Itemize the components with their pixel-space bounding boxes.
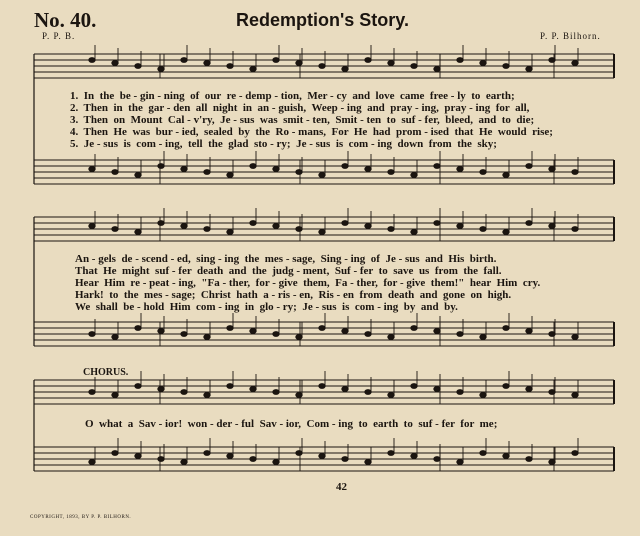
verse2-line-3: Hear Him re - peat - ing, "Fa - ther, for - give them, Fa - ther, for - give them!" hear Him cry.	[75, 277, 541, 289]
verse-line-3: 3. Then on Mount Cal - v'ry, Je - sus was smit - ten, Smit - ten to suf - fer, bleed, and to die;	[70, 114, 535, 126]
verse2-line-1: An - gels de - scend - ed, sing - ing the mes - sage, Sing - ing of Je - sus and His birth.	[75, 253, 497, 265]
verse-line-5: 5. Je - sus is com - ing, tell the glad sto - ry; Je - sus is com - ing down from the sky;	[70, 138, 497, 150]
verse-line-4: 4. Then He was bur - ied, sealed by the Ro - mans, For He had prom - ised that He would rise;	[70, 126, 553, 138]
verse2-line-4: Hark! to the mes - sage; Christ hath a - ris - en, Ris - en from death and gone on high.	[75, 289, 512, 301]
chorus-line: O what a Sav - ior! won - der - ful Sav - ior, Com - ing to earth to suf - fer for me;	[85, 418, 498, 430]
music-credit: P. P. Bilhorn.	[540, 31, 601, 41]
chorus-label: CHORUS.	[83, 367, 129, 378]
verse2-line-5: We shall be - hold Him com - ing in glo - ry; Je - sus is com - ing by and by.	[75, 301, 458, 313]
verse-line-1: 1. In the be - gin - ning of our re - demp - tion, Mer - cy and love came free - ly to earth;	[70, 90, 515, 102]
verse2-line-2: That He might suf - fer death and the judg - ment, Suf - fer to save us from the fall.	[75, 265, 502, 277]
page-number: 42	[336, 481, 347, 493]
words-credit: P. P. B.	[42, 31, 76, 41]
hymn-number: No. 40.	[34, 8, 97, 32]
copyright-notice: COPYRIGHT, 1893, BY P. P. BILHORN.	[30, 515, 132, 520]
verse-line-2: 2. Then in the gar - den all night in an - guish, Weep - ing and pray - ing, pray - ing for all,	[70, 102, 530, 114]
hymn-title: Redemption's Story.	[236, 10, 409, 30]
